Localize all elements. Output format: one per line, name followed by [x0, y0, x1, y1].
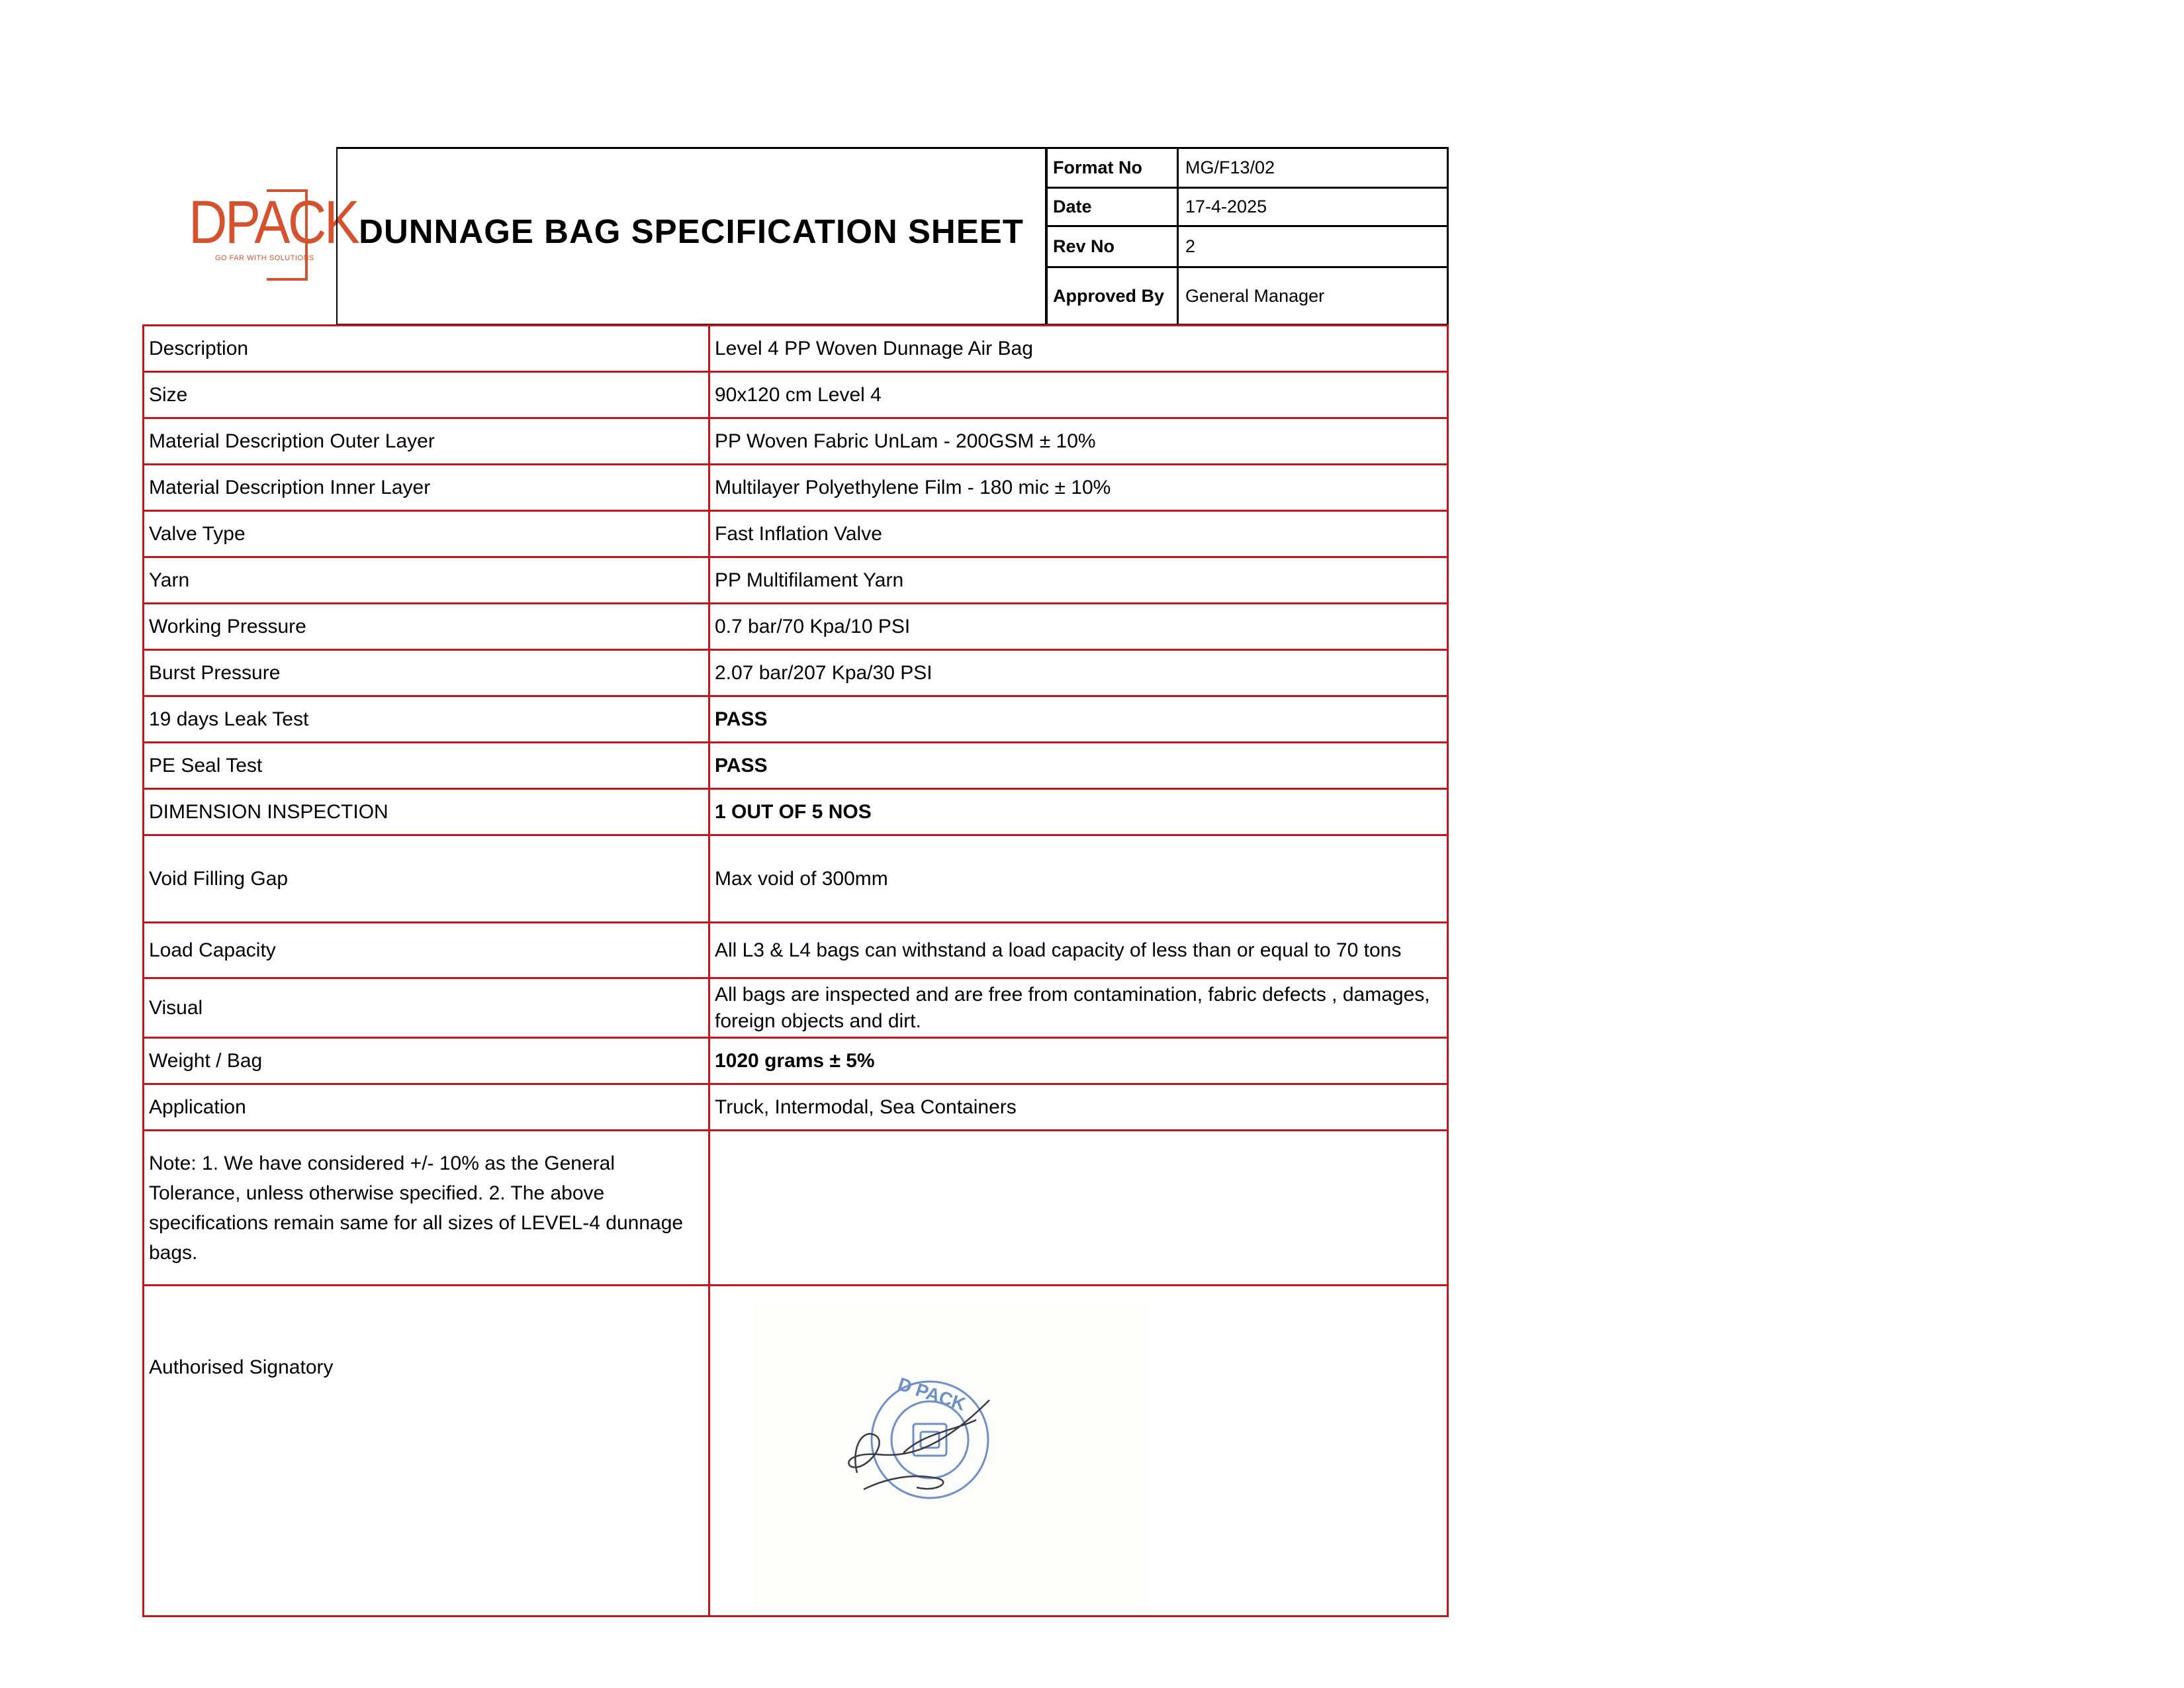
spec-value: Multilayer Polyethylene Film - 180 mic ± 10% — [709, 465, 1448, 511]
table-row — [144, 978, 1448, 1038]
meta-label: Date — [1048, 189, 1179, 225]
spec-label: Material Description Outer Layer — [144, 418, 709, 465]
table-row — [144, 557, 1448, 604]
table-row — [144, 465, 1448, 511]
table-row — [144, 789, 1448, 835]
spec-label: Weight / Bag — [144, 1038, 709, 1084]
company-logo — [189, 189, 358, 281]
spec-value: Level 4 PP Woven Dunnage Air Bag — [709, 326, 1448, 372]
spec-value: Max void of 300mm — [709, 835, 1448, 923]
spec-label: Application — [144, 1084, 709, 1131]
table-row — [144, 511, 1448, 557]
table-row — [144, 923, 1448, 978]
spec-label: Yarn — [144, 557, 709, 604]
meta-row-approved — [1048, 268, 1447, 324]
spec-value: PP Multifilament Yarn — [709, 557, 1448, 604]
spec-value: All L3 & L4 bags can withstand a load capacity of less than or equal to 70 tons — [709, 923, 1448, 978]
logo-brand: DPACK — [189, 189, 358, 256]
table-row — [144, 835, 1448, 923]
table-row — [144, 650, 1448, 696]
meta-row-format — [1048, 149, 1447, 189]
spec-value: Truck, Intermodal, Sea Containers — [709, 1084, 1448, 1131]
table-row — [144, 1084, 1448, 1131]
meta-value: General Manager — [1185, 285, 1325, 306]
meta-value: 2 — [1185, 236, 1196, 256]
spec-value: PASS — [709, 696, 1448, 743]
spec-label: PE Seal Test — [144, 743, 709, 789]
table-row — [144, 604, 1448, 650]
spec-value: 2.07 bar/207 Kpa/30 PSI — [709, 650, 1448, 696]
spec-value: 90x120 cm Level 4 — [709, 372, 1448, 418]
table-row — [144, 1038, 1448, 1084]
meta-value: MG/F13/02 — [1185, 158, 1275, 177]
spec-label: Load Capacity — [144, 923, 709, 978]
spec-value: Fast Inflation Valve — [709, 511, 1448, 557]
spec-label: Void Filling Gap — [144, 835, 709, 923]
meta-row-rev — [1048, 227, 1447, 268]
table-row — [144, 418, 1448, 465]
spec-value: 0.7 bar/70 Kpa/10 PSI — [709, 604, 1448, 650]
table-row — [144, 326, 1448, 372]
meta-label: Approved By — [1048, 268, 1179, 324]
spec-label: 19 days Leak Test — [144, 696, 709, 743]
general-note: Note: 1. We have considered +/- 10% as the General Tolerance, unless otherwise specified. 2. The above specifications remain same for all sizes of LEVEL-4 dunnage bags. — [144, 1131, 709, 1286]
spec-label: Description — [144, 326, 709, 372]
logo-tagline: GO FAR WITH SOLUTIONS — [215, 254, 314, 262]
note-row — [144, 1131, 1448, 1286]
page-title: DUNNAGE BAG SPECIFICATION SHEET — [359, 212, 1024, 250]
spec-value: PASS — [709, 743, 1448, 789]
table-row — [144, 743, 1448, 789]
stamp-text: D PACK — [895, 1374, 968, 1415]
spec-label: Valve Type — [144, 511, 709, 557]
spec-label: Burst Pressure — [144, 650, 709, 696]
meta-value: 17-4-2025 — [1185, 197, 1267, 216]
meta-label: Rev No — [1048, 227, 1179, 266]
logo-cell — [142, 147, 358, 326]
table-row — [144, 372, 1448, 418]
spec-value: 1 OUT OF 5 NOS — [709, 789, 1448, 835]
spec-label: DIMENSION INSPECTION — [144, 789, 709, 835]
company-stamp — [837, 1374, 1009, 1519]
spec-value: PP Woven Fabric UnLam - 200GSM ± 10% — [709, 418, 1448, 465]
signatory-label: Authorised Signatory — [144, 1286, 709, 1617]
spec-label: Visual — [144, 978, 709, 1038]
meta-label: Format No — [1048, 149, 1179, 187]
note-empty-cell — [709, 1131, 1448, 1286]
spec-value: 1020 grams ± 5% — [709, 1038, 1448, 1084]
title-cell — [336, 147, 1047, 326]
table-row — [144, 696, 1448, 743]
document-meta — [1046, 147, 1449, 326]
spec-label: Working Pressure — [144, 604, 709, 650]
spec-label: Size — [144, 372, 709, 418]
meta-row-date — [1048, 189, 1447, 227]
spec-label: Material Description Inner Layer — [144, 465, 709, 511]
spec-value: All bags are inspected and are free from contamination, fabric defects , damages, foreign objects and dirt. — [709, 978, 1448, 1038]
